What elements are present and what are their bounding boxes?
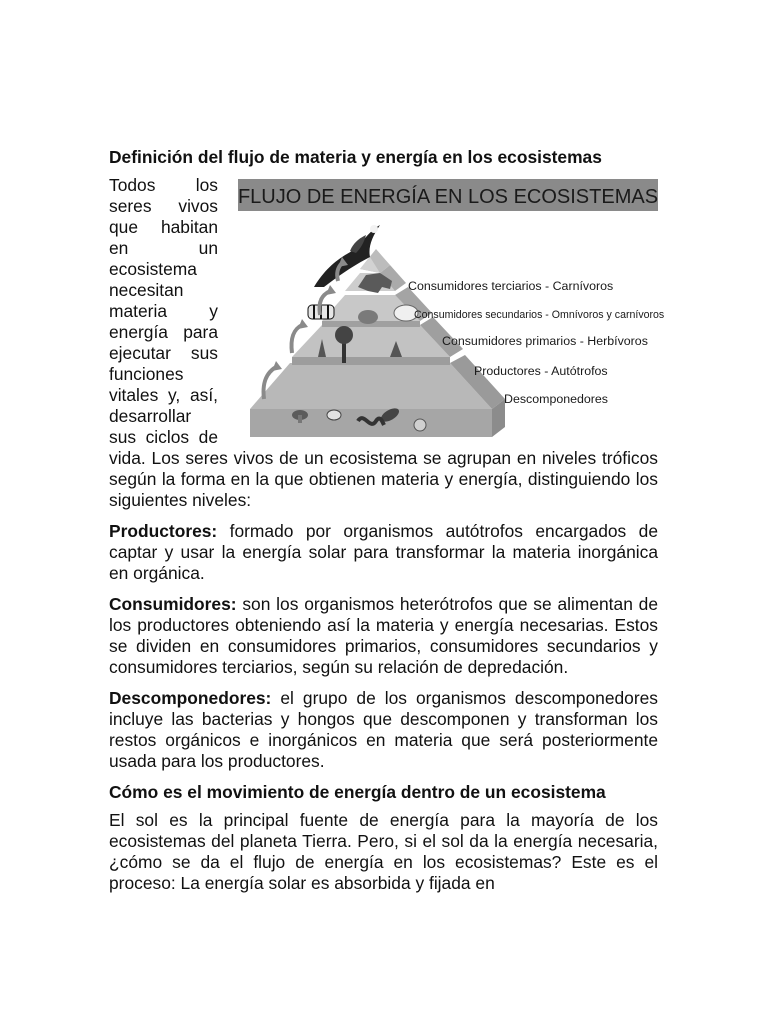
intro-block — [109, 175, 664, 521]
level-label-primary: Consumidores primarios - Herbívoros — [442, 334, 648, 348]
intro-paragraph: Todos los seres vivos que habitan en un ecosistema necesitan materia y energía para ejecutar sus funciones vitales y, así, desarrollar sus ciclos de vida. Los seres vivos de un ecosistema se agrupan en niveles tróficos según la forma en la que obtienen materia y energía, distinguiendo los siguientes niveles: — [109, 175, 658, 510]
level-label-secondary: Consumidores secundarios - Omnívoros y carnívoros — [414, 309, 664, 321]
section-heading-definition: Definición del flujo de materia y energía en los ecosistemas — [109, 147, 602, 167]
paragraph-productores — [109, 521, 658, 584]
paragraph-descomponedores — [109, 688, 658, 772]
paragraph-sol: El sol es la principal fuente de energía para la mayoría de los ecosistemas del planeta Tierra. Pero, si el sol da la energía necesaria, ¿cómo se da el flujo de energía en los ecosistemas? Este es el proceso: La energía solar es absorbida y fijada en — [109, 810, 658, 893]
term-productores: Productores: — [109, 521, 218, 541]
definition-descomponedores: el grupo de los organismos descomponedores incluye las bacterias y hongos que descomponen y transforman los restos orgánicos e inorgánicos en materia que será posteriormente usada para los productores. — [109, 688, 658, 771]
section-heading-movement: Cómo es el movimiento de energía dentro de un ecosistema — [109, 782, 606, 802]
document-body — [109, 147, 664, 904]
shell-icon — [414, 419, 426, 431]
level-label-decomposers: Descomponedores — [504, 392, 609, 406]
pyramid-tier-base — [250, 363, 492, 409]
definition-consumidores: son los organismos heterótrofos que se alimentan de los productores obteniendo así la materia y energía necesarias. Estos se dividen en consumidores primarios, consumidores secundarios y consumidores terciarios, según su relación de depredación. — [109, 594, 658, 677]
paragraph-consumidores — [109, 594, 658, 678]
definition-productores: formado por organismos autótrofos encargados de captar y usar la energía solar para transformar la materia inorgánica en orgánica. — [109, 521, 658, 583]
level-label-producers: Productores - Autótrofos — [474, 364, 608, 378]
energy-pyramid-illustration — [230, 177, 664, 439]
level-label-tertiary: Consumidores terciarios - Carnívoros — [408, 279, 614, 293]
rabbit-icon — [358, 310, 378, 324]
term-descomponedores: Descomponedores: — [109, 688, 272, 708]
energy-pyramid-figure — [230, 177, 664, 439]
figure-title: FLUJO DE ENERGÍA EN LOS ECOSISTEMAS — [237, 186, 659, 208]
term-consumidores: Consumidores: — [109, 594, 237, 614]
